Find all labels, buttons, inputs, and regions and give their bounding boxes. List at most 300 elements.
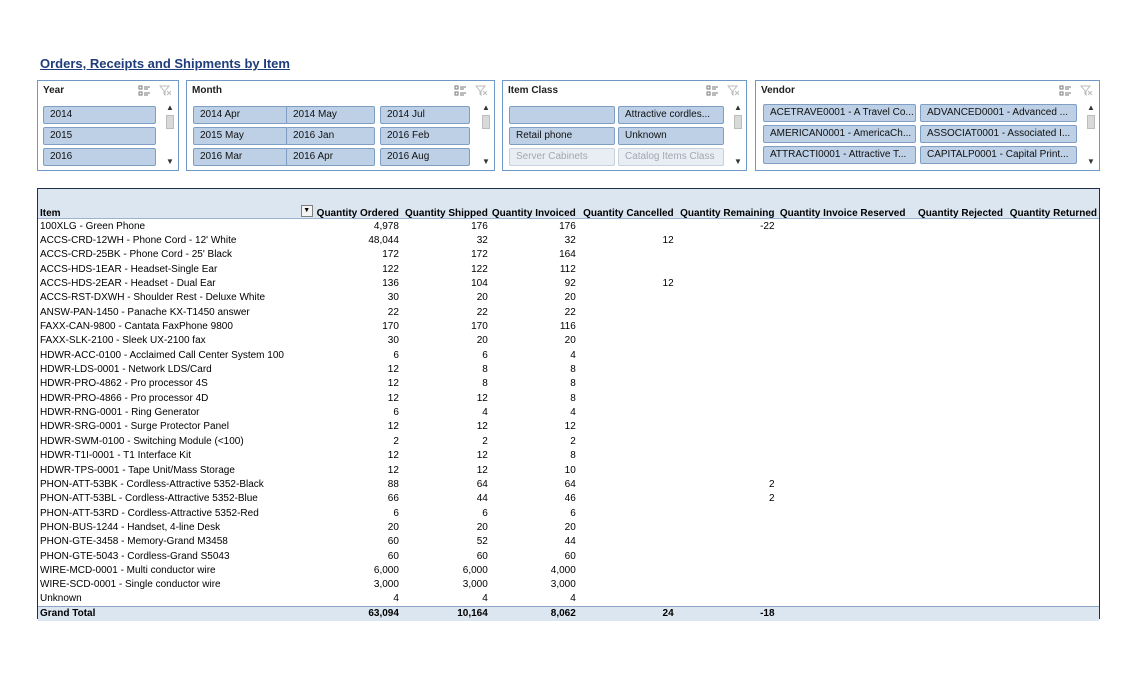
value-cell[interactable]: 22 [476, 306, 488, 318]
value-cell[interactable] [1005, 391, 1099, 405]
table-row[interactable] [38, 233, 1099, 247]
column-header[interactable]: Quantity Invoiced [491, 208, 576, 219]
value-cell[interactable] [777, 348, 908, 362]
value-cell[interactable] [578, 405, 676, 419]
value-cell[interactable] [777, 449, 908, 463]
value-cell[interactable] [1005, 262, 1099, 276]
slicer-item[interactable]: Retail phone [509, 127, 615, 145]
value-cell[interactable] [777, 391, 908, 405]
slicer-item[interactable]: 2016 Aug [380, 148, 470, 166]
value-cell[interactable]: 12 [476, 421, 488, 433]
slicer-item[interactable]: 2014 [43, 106, 156, 124]
value-cell[interactable] [907, 233, 1005, 247]
value-cell[interactable]: 4 [482, 593, 488, 605]
value-cell[interactable] [907, 434, 1005, 448]
value-cell[interactable] [578, 434, 676, 448]
item-cell[interactable]: ACCS-HDS-2EAR - Headset - Dual Ear [40, 278, 216, 290]
slicer-item[interactable]: Unknown [618, 127, 724, 145]
value-cell[interactable] [578, 377, 676, 391]
value-cell[interactable] [676, 391, 777, 405]
value-cell[interactable]: 2 [570, 435, 576, 447]
value-cell[interactable]: -22 [760, 220, 775, 232]
value-cell[interactable] [777, 334, 908, 348]
slicer-item[interactable]: 2016 Jan [286, 127, 375, 145]
scroll-up-icon[interactable]: ▲ [166, 103, 174, 112]
item-cell[interactable]: ACCS-CRD-12WH - Phone Cord - 12' White [40, 235, 237, 247]
value-cell[interactable] [578, 520, 676, 534]
column-header[interactable]: Quantity Ordered [316, 208, 399, 219]
value-cell[interactable] [578, 362, 676, 376]
value-cell[interactable] [907, 549, 1005, 563]
value-cell[interactable] [777, 434, 908, 448]
value-cell[interactable]: 136 [382, 278, 399, 290]
scroll-thumb[interactable] [734, 115, 742, 129]
value-cell[interactable]: 20 [387, 521, 399, 533]
value-cell[interactable] [676, 362, 777, 376]
grand-total-value[interactable]: 8,062 [490, 606, 578, 620]
slicer-item[interactable]: 2014 May [286, 106, 375, 124]
table-row[interactable] [38, 477, 1099, 491]
table-row[interactable] [38, 420, 1099, 434]
value-cell[interactable] [777, 276, 908, 290]
value-cell[interactable] [1005, 305, 1099, 319]
table-row[interactable] [38, 219, 1099, 233]
table-row[interactable] [38, 262, 1099, 276]
value-cell[interactable]: 88 [387, 478, 399, 490]
value-cell[interactable] [676, 334, 777, 348]
value-cell[interactable] [1005, 377, 1099, 391]
value-cell[interactable] [777, 233, 908, 247]
value-cell[interactable] [907, 276, 1005, 290]
slicer-item[interactable]: ASSOCIAT0001 - Associated I... [920, 125, 1077, 143]
item-cell[interactable]: PHON-BUS-1244 - Handset, 4-line Desk [40, 521, 221, 533]
slicer-scrollbar[interactable] [733, 103, 743, 167]
value-cell[interactable] [777, 520, 908, 534]
value-cell[interactable] [1005, 405, 1099, 419]
item-cell[interactable]: ACCS-RST-DXWH - Shoulder Rest - Deluxe White [40, 292, 266, 304]
item-cell[interactable]: HDWR-PRO-4862 - Pro processor 4S [40, 378, 208, 390]
table-row[interactable] [38, 520, 1099, 534]
value-cell[interactable] [907, 305, 1005, 319]
value-cell[interactable] [1005, 592, 1099, 606]
value-cell[interactable]: 8 [570, 392, 576, 404]
slicer-item[interactable]: ATTRACTI0001 - Attractive T... [763, 146, 916, 164]
table-row[interactable] [38, 319, 1099, 333]
scroll-down-icon[interactable]: ▼ [166, 157, 174, 166]
slicer-item[interactable]: 2016 Mar [193, 148, 288, 166]
value-cell[interactable] [1005, 477, 1099, 491]
value-cell[interactable] [907, 592, 1005, 606]
slicer-item[interactable] [509, 106, 615, 124]
item-cell[interactable]: ANSW-PAN-1450 - Panache KX-T1450 answer [40, 306, 250, 318]
value-cell[interactable]: 60 [387, 536, 399, 548]
item-cell[interactable]: FAXX-SLK-2100 - Sleek UX-2100 fax [40, 335, 206, 347]
item-cell[interactable]: WIRE-MCD-0001 - Multi conductor wire [40, 564, 216, 576]
item-cell[interactable]: HDWR-ACC-0100 - Acclaimed Call Center System 100 [40, 349, 284, 361]
item-cell[interactable]: ACCS-HDS-1EAR - Headset-Single Ear [40, 263, 218, 275]
clear-filter-icon[interactable] [475, 85, 488, 96]
value-cell[interactable] [676, 449, 777, 463]
value-cell[interactable]: 20 [476, 335, 488, 347]
item-cell[interactable]: HDWR-TPS-0001 - Tape Unit/Mass Storage [40, 464, 235, 476]
value-cell[interactable]: 64 [476, 478, 488, 490]
grand-total-value[interactable]: 24 [578, 606, 676, 620]
value-cell[interactable] [676, 520, 777, 534]
value-cell[interactable] [676, 233, 777, 247]
value-cell[interactable] [1005, 506, 1099, 520]
table-row[interactable] [38, 578, 1099, 592]
value-cell[interactable] [676, 549, 777, 563]
value-cell[interactable]: 12 [662, 235, 674, 247]
value-cell[interactable]: 64 [564, 478, 576, 490]
value-cell[interactable] [907, 348, 1005, 362]
value-cell[interactable]: 32 [564, 235, 576, 247]
value-cell[interactable] [1005, 434, 1099, 448]
slicer-item[interactable]: ACETRAVE0001 - A Travel Co... [763, 104, 916, 122]
item-cell[interactable]: HDWR-SWM-0100 - Switching Module (<100) [40, 435, 244, 447]
multi-select-icon[interactable] [1059, 85, 1072, 96]
value-cell[interactable]: 6,000 [462, 564, 488, 576]
value-cell[interactable]: 176 [559, 220, 576, 232]
value-cell[interactable]: 52 [476, 536, 488, 548]
value-cell[interactable]: 12 [387, 464, 399, 476]
value-cell[interactable] [907, 248, 1005, 262]
value-cell[interactable]: 6 [570, 507, 576, 519]
scroll-down-icon[interactable]: ▼ [1087, 157, 1095, 166]
value-cell[interactable] [907, 578, 1005, 592]
value-cell[interactable] [907, 506, 1005, 520]
value-cell[interactable] [676, 463, 777, 477]
slicer-item[interactable]: CAPITALP0001 - Capital Print... [920, 146, 1077, 164]
item-cell[interactable]: PHON-ATT-53RD - Cordless-Attractive 5352-Red [40, 507, 259, 519]
value-cell[interactable]: 20 [564, 335, 576, 347]
value-cell[interactable]: 4 [393, 593, 399, 605]
value-cell[interactable] [1005, 535, 1099, 549]
value-cell[interactable] [578, 592, 676, 606]
value-cell[interactable] [578, 492, 676, 506]
slicer-item[interactable]: 2016 Apr [286, 148, 375, 166]
value-cell[interactable] [676, 578, 777, 592]
value-cell[interactable]: 30 [387, 335, 399, 347]
column-header[interactable]: Quantity Shipped [405, 208, 488, 219]
value-cell[interactable]: 8 [570, 378, 576, 390]
value-cell[interactable] [676, 248, 777, 262]
grand-total-value[interactable]: -18 [676, 606, 777, 620]
column-header[interactable]: Quantity Remaining [680, 208, 775, 219]
value-cell[interactable]: 92 [564, 278, 576, 290]
value-cell[interactable] [907, 319, 1005, 333]
value-cell[interactable]: 112 [559, 263, 576, 275]
value-cell[interactable] [777, 405, 908, 419]
value-cell[interactable] [1005, 276, 1099, 290]
value-cell[interactable] [578, 248, 676, 262]
value-cell[interactable] [777, 319, 908, 333]
value-cell[interactable]: 4,000 [550, 564, 576, 576]
value-cell[interactable] [676, 348, 777, 362]
item-cell[interactable]: HDWR-SRG-0001 - Surge Protector Panel [40, 421, 229, 433]
item-cell[interactable]: Unknown [40, 593, 82, 605]
value-cell[interactable] [777, 477, 908, 491]
item-cell[interactable]: PHON-GTE-5043 - Cordless-Grand S5043 [40, 550, 230, 562]
slicer-item[interactable]: Server Cabinets [509, 148, 615, 166]
value-cell[interactable] [907, 420, 1005, 434]
value-cell[interactable]: 22 [387, 306, 399, 318]
value-cell[interactable]: 6 [393, 507, 399, 519]
value-cell[interactable]: 176 [471, 220, 488, 232]
value-cell[interactable] [676, 405, 777, 419]
value-cell[interactable]: 172 [471, 249, 488, 261]
scroll-thumb[interactable] [482, 115, 490, 129]
value-cell[interactable] [777, 578, 908, 592]
filter-dropdown-icon[interactable]: ▼ [301, 205, 313, 217]
item-cell[interactable]: FAXX-CAN-9800 - Cantata FaxPhone 9800 [40, 321, 233, 333]
value-cell[interactable] [578, 291, 676, 305]
value-cell[interactable] [777, 362, 908, 376]
value-cell[interactable] [1005, 233, 1099, 247]
table-row[interactable] [38, 334, 1099, 348]
grand-total-value[interactable] [1005, 606, 1099, 620]
item-cell[interactable]: HDWR-RNG-0001 - Ring Generator [40, 407, 200, 419]
value-cell[interactable]: 2 [768, 493, 775, 505]
slicer-scrollbar[interactable] [1086, 103, 1096, 167]
value-cell[interactable] [578, 506, 676, 520]
item-cell[interactable]: HDWR-LDS-0001 - Network LDS/Card [40, 364, 212, 376]
value-cell[interactable]: 6 [393, 407, 399, 419]
value-cell[interactable] [578, 219, 676, 233]
value-cell[interactable] [907, 391, 1005, 405]
table-row[interactable] [38, 592, 1099, 606]
value-cell[interactable] [1005, 219, 1099, 233]
value-cell[interactable] [777, 592, 908, 606]
value-cell[interactable]: 3,000 [462, 579, 488, 591]
value-cell[interactable] [1005, 248, 1099, 262]
item-cell[interactable]: 100XLG - Green Phone [40, 220, 146, 232]
value-cell[interactable] [578, 449, 676, 463]
value-cell[interactable]: 46 [564, 493, 576, 505]
value-cell[interactable] [676, 276, 777, 290]
slicer-item[interactable]: AMERICAN0001 - AmericaCh... [763, 125, 916, 143]
grand-total-row[interactable] [38, 606, 1099, 620]
value-cell[interactable] [1005, 348, 1099, 362]
value-cell[interactable]: 20 [564, 521, 576, 533]
grand-total-label[interactable]: Grand Total [38, 606, 315, 620]
value-cell[interactable]: 20 [476, 292, 488, 304]
value-cell[interactable]: 12 [387, 392, 399, 404]
value-cell[interactable]: 20 [564, 292, 576, 304]
grand-total-value[interactable] [907, 606, 1005, 620]
slicer-item[interactable]: Catalog Items Class [618, 148, 724, 166]
table-row[interactable] [38, 391, 1099, 405]
value-cell[interactable]: 4 [482, 407, 488, 419]
value-cell[interactable]: 8 [570, 450, 576, 462]
table-row[interactable] [38, 449, 1099, 463]
value-cell[interactable] [907, 334, 1005, 348]
value-cell[interactable]: 122 [382, 263, 399, 275]
multi-select-icon[interactable] [138, 85, 151, 96]
value-cell[interactable]: 12 [387, 421, 399, 433]
item-cell[interactable]: ACCS-CRD-25BK - Phone Cord - 25' Black [40, 249, 232, 261]
value-cell[interactable] [578, 420, 676, 434]
value-cell[interactable]: 4 [570, 593, 576, 605]
value-cell[interactable]: 6 [482, 349, 488, 361]
table-row[interactable] [38, 549, 1099, 563]
value-cell[interactable] [777, 492, 908, 506]
value-cell[interactable] [907, 362, 1005, 376]
value-cell[interactable] [1005, 520, 1099, 534]
value-cell[interactable]: 170 [471, 321, 488, 333]
value-cell[interactable]: 4 [570, 349, 576, 361]
value-cell[interactable]: 60 [387, 550, 399, 562]
value-cell[interactable] [676, 434, 777, 448]
value-cell[interactable]: 66 [387, 493, 399, 505]
value-cell[interactable] [676, 506, 777, 520]
item-cell[interactable]: HDWR-T1I-0001 - T1 Interface Kit [40, 450, 191, 462]
value-cell[interactable] [578, 262, 676, 276]
value-cell[interactable]: 12 [564, 421, 576, 433]
value-cell[interactable]: 60 [564, 550, 576, 562]
value-cell[interactable]: 12 [476, 464, 488, 476]
value-cell[interactable] [777, 506, 908, 520]
column-header[interactable]: Quantity Returned [1009, 208, 1097, 219]
table-row[interactable] [38, 492, 1099, 506]
multi-select-icon[interactable] [454, 85, 467, 96]
value-cell[interactable]: 172 [382, 249, 399, 261]
value-cell[interactable] [676, 291, 777, 305]
value-cell[interactable]: 6 [393, 349, 399, 361]
value-cell[interactable] [1005, 319, 1099, 333]
value-cell[interactable] [676, 319, 777, 333]
clear-filter-icon[interactable] [159, 85, 172, 96]
column-header[interactable]: Quantity Cancelled [583, 208, 674, 219]
value-cell[interactable] [676, 535, 777, 549]
value-cell[interactable] [907, 219, 1005, 233]
value-cell[interactable]: 164 [559, 249, 576, 261]
value-cell[interactable]: 8 [482, 378, 488, 390]
value-cell[interactable]: 44 [476, 493, 488, 505]
value-cell[interactable]: 20 [476, 521, 488, 533]
value-cell[interactable] [907, 563, 1005, 577]
slicer-item[interactable]: 2016 [43, 148, 156, 166]
value-cell[interactable] [676, 592, 777, 606]
value-cell[interactable] [777, 262, 908, 276]
value-cell[interactable] [1005, 334, 1099, 348]
table-row[interactable] [38, 362, 1099, 376]
slicer-scrollbar[interactable] [165, 103, 175, 167]
table-row[interactable] [38, 535, 1099, 549]
value-cell[interactable] [907, 291, 1005, 305]
value-cell[interactable] [578, 463, 676, 477]
value-cell[interactable]: 4 [570, 407, 576, 419]
grand-total-value[interactable]: 63,094 [315, 606, 401, 620]
value-cell[interactable] [1005, 549, 1099, 563]
value-cell[interactable]: 122 [471, 263, 488, 275]
value-cell[interactable] [676, 377, 777, 391]
scroll-up-icon[interactable]: ▲ [734, 103, 742, 112]
value-cell[interactable] [1005, 449, 1099, 463]
item-cell[interactable]: WIRE-SCD-0001 - Single conductor wire [40, 579, 221, 591]
clear-filter-icon[interactable] [1080, 85, 1093, 96]
value-cell[interactable] [777, 535, 908, 549]
value-cell[interactable]: 12 [387, 378, 399, 390]
grand-total-value[interactable]: 10,164 [401, 606, 490, 620]
scroll-thumb[interactable] [166, 115, 174, 129]
value-cell[interactable] [777, 463, 908, 477]
value-cell[interactable] [907, 463, 1005, 477]
slicer-item[interactable]: 2015 [43, 127, 156, 145]
value-cell[interactable] [907, 492, 1005, 506]
value-cell[interactable] [1005, 563, 1099, 577]
value-cell[interactable] [907, 535, 1005, 549]
value-cell[interactable]: 60 [476, 550, 488, 562]
slicer-item[interactable]: 2015 May [193, 127, 288, 145]
value-cell[interactable] [578, 348, 676, 362]
value-cell[interactable] [578, 477, 676, 491]
slicer-item[interactable]: Attractive cordles... [618, 106, 724, 124]
value-cell[interactable] [676, 420, 777, 434]
value-cell[interactable]: 32 [476, 235, 488, 247]
slicer-scrollbar[interactable] [481, 103, 491, 167]
value-cell[interactable]: 2 [482, 435, 488, 447]
value-cell[interactable] [777, 563, 908, 577]
value-cell[interactable] [777, 219, 908, 233]
value-cell[interactable] [777, 248, 908, 262]
value-cell[interactable] [907, 449, 1005, 463]
value-cell[interactable] [907, 262, 1005, 276]
value-cell[interactable] [676, 563, 777, 577]
table-row[interactable] [38, 463, 1099, 477]
value-cell[interactable]: 48,044 [368, 235, 399, 247]
value-cell[interactable]: 6 [482, 507, 488, 519]
grand-total-value[interactable] [777, 606, 908, 620]
item-cell[interactable]: PHON-ATT-53BK - Cordless-Attractive 5352-Black [40, 478, 264, 490]
value-cell[interactable]: 44 [564, 536, 576, 548]
table-row[interactable] [38, 563, 1099, 577]
value-cell[interactable] [578, 319, 676, 333]
table-row[interactable] [38, 405, 1099, 419]
value-cell[interactable] [777, 420, 908, 434]
value-cell[interactable] [578, 305, 676, 319]
table-row[interactable] [38, 305, 1099, 319]
item-cell[interactable]: HDWR-PRO-4866 - Pro processor 4D [40, 392, 209, 404]
value-cell[interactable] [578, 391, 676, 405]
value-cell[interactable]: 30 [387, 292, 399, 304]
value-cell[interactable] [907, 405, 1005, 419]
scroll-down-icon[interactable]: ▼ [734, 157, 742, 166]
value-cell[interactable]: 12 [476, 392, 488, 404]
value-cell[interactable] [1005, 578, 1099, 592]
table-row[interactable] [38, 377, 1099, 391]
scroll-down-icon[interactable]: ▼ [482, 157, 490, 166]
value-cell[interactable]: 3,000 [550, 579, 576, 591]
value-cell[interactable] [578, 535, 676, 549]
value-cell[interactable]: 4,978 [373, 220, 399, 232]
value-cell[interactable] [578, 578, 676, 592]
table-row[interactable] [38, 506, 1099, 520]
clear-filter-icon[interactable] [727, 85, 740, 96]
value-cell[interactable]: 116 [559, 321, 576, 333]
slicer-item[interactable]: 2016 Feb [380, 127, 470, 145]
slicer-item[interactable]: 2014 Jul [380, 106, 470, 124]
value-cell[interactable] [578, 549, 676, 563]
item-cell[interactable]: PHON-GTE-3458 - Memory-Grand M3458 [40, 536, 228, 548]
value-cell[interactable] [1005, 362, 1099, 376]
value-cell[interactable]: 2 [768, 478, 775, 490]
value-cell[interactable]: 3,000 [373, 579, 399, 591]
value-cell[interactable] [578, 563, 676, 577]
value-cell[interactable]: 10 [564, 464, 576, 476]
table-row[interactable] [38, 291, 1099, 305]
value-cell[interactable]: 12 [662, 278, 674, 290]
